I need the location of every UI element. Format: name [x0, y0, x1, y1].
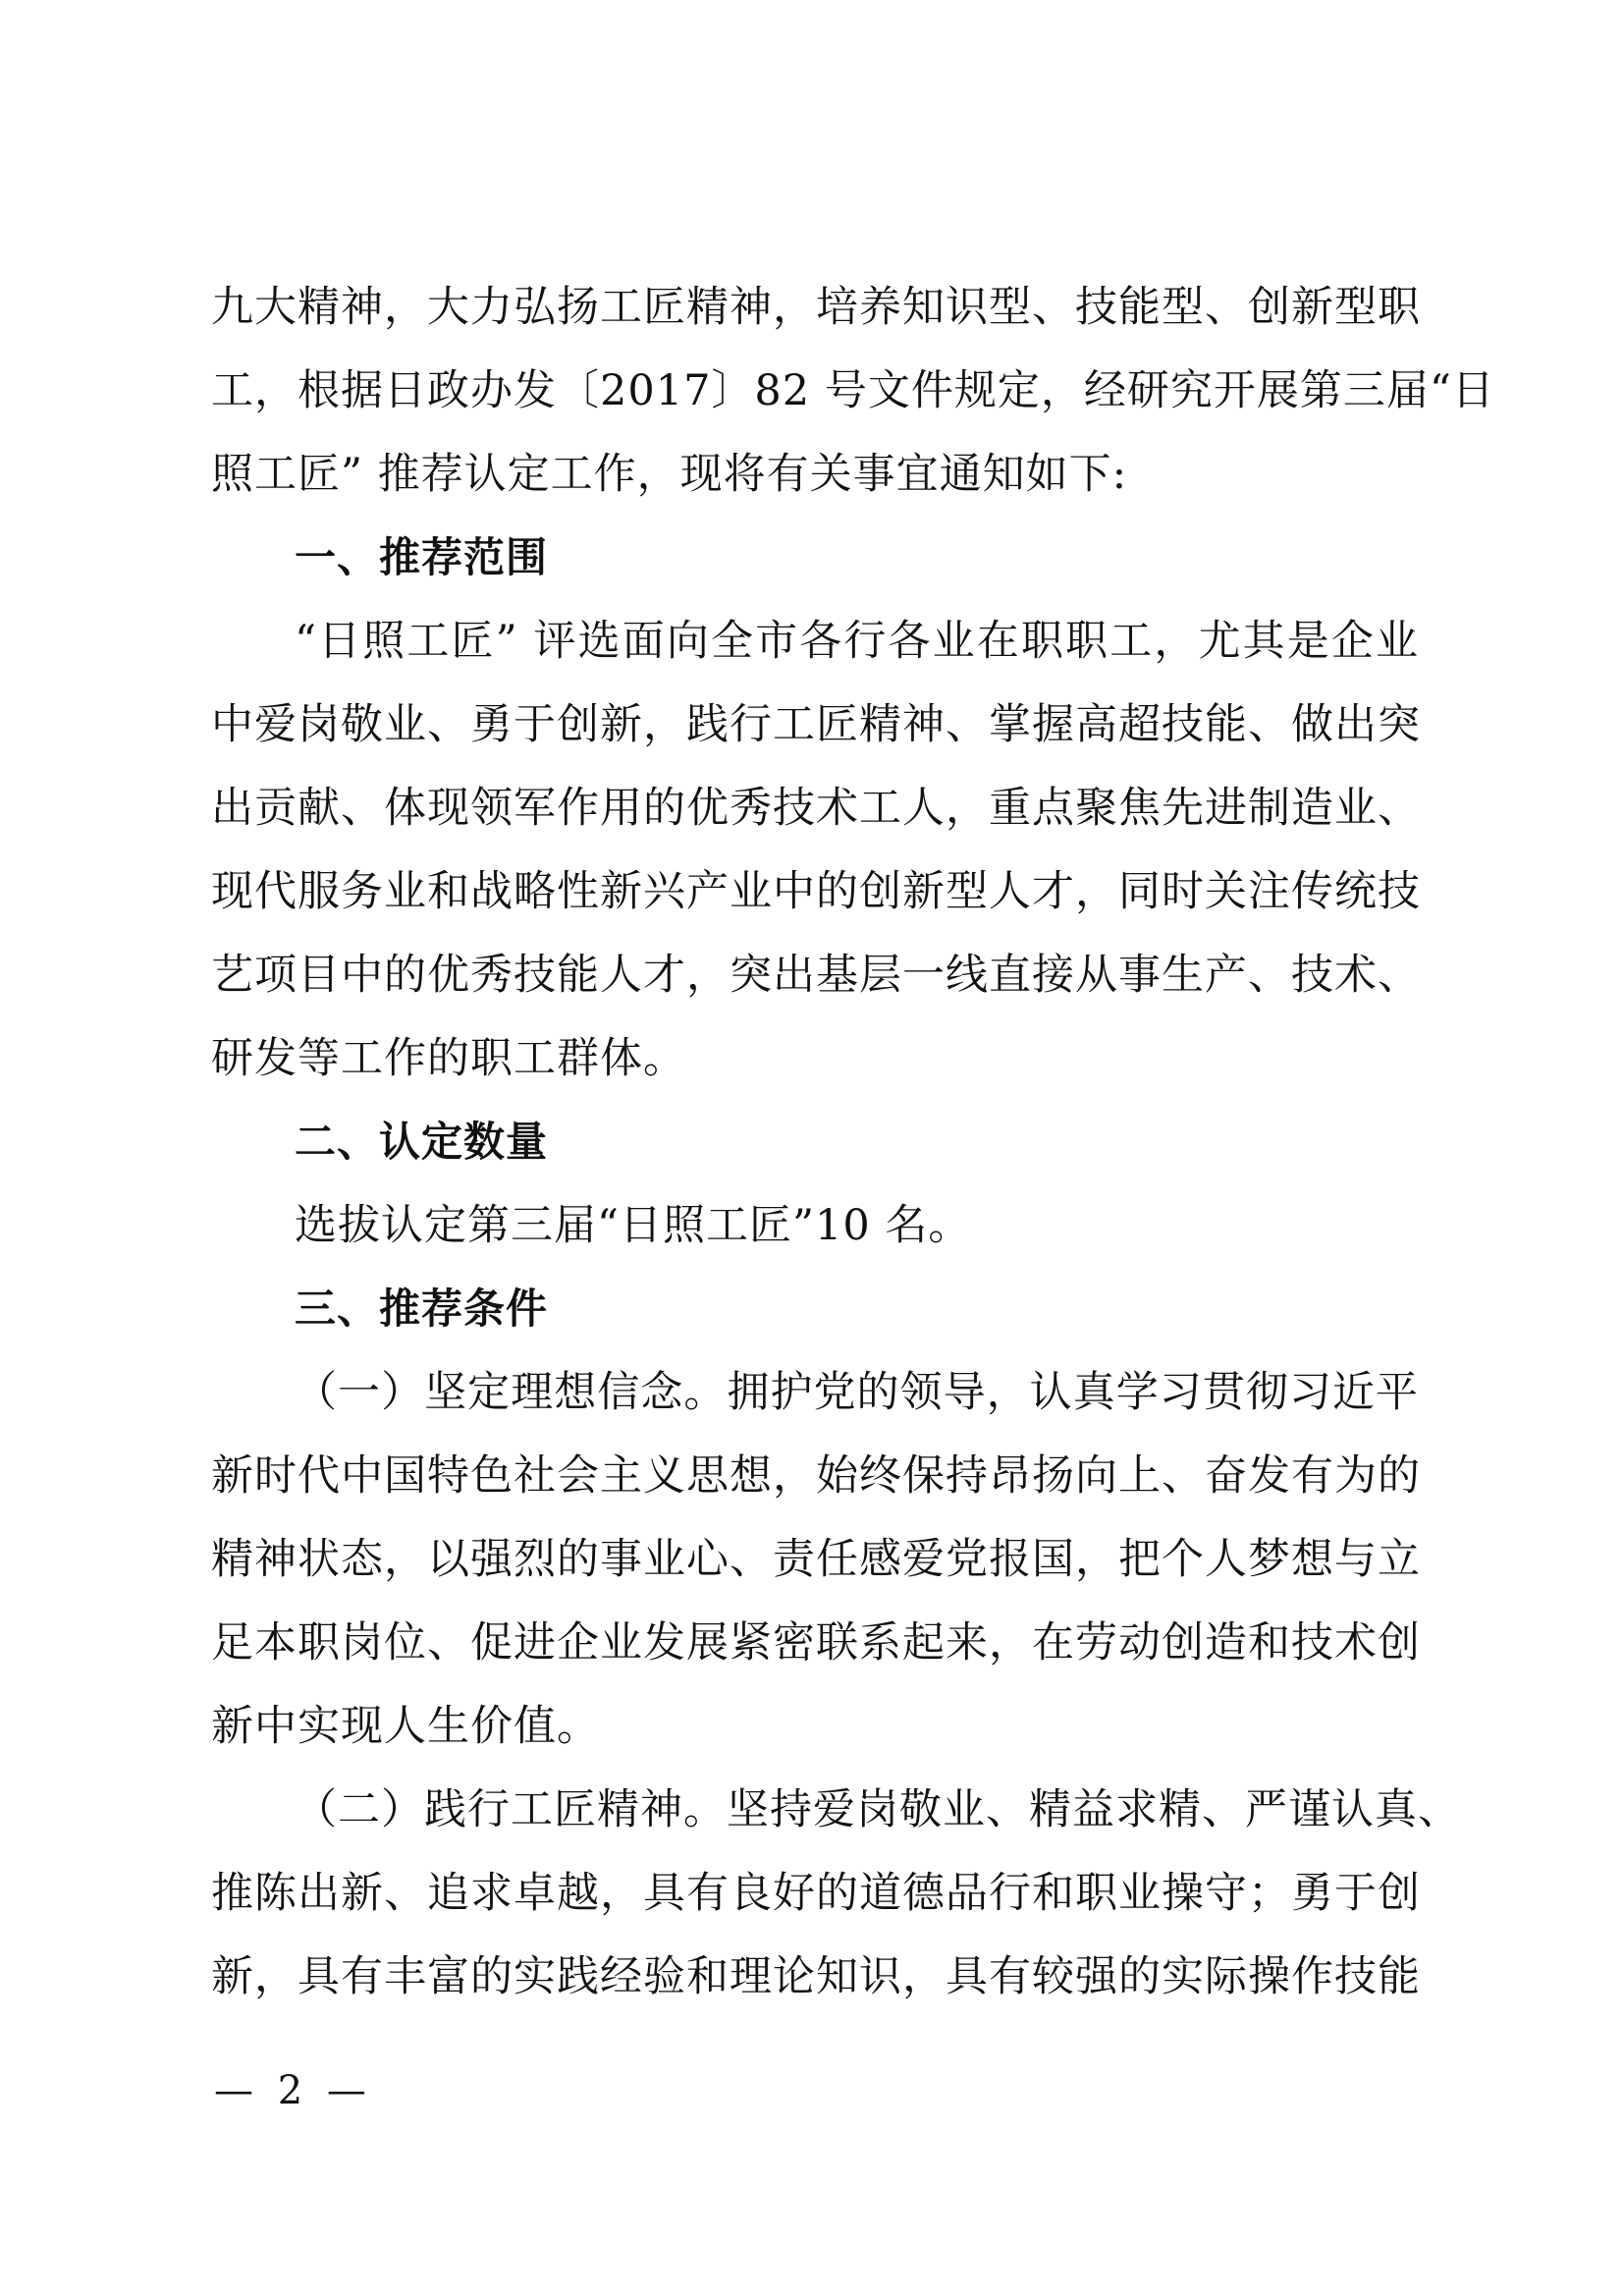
body-text-line: 工，根据日政办发〔2017〕82 号文件规定，经研究开展第三届“日 [211, 366, 1495, 415]
body-text-line: 精神状态，以强烈的事业心、责任感爱党报国，把个人梦想与立 [211, 1535, 1421, 1584]
body-text-line: 研发等工作的职工群体。 [211, 1034, 686, 1083]
body-text-line: 出贡献、体现领军作用的优秀技术工人，重点聚焦先进制造业、 [211, 784, 1421, 833]
body-text-line: 照工匠” 推荐认定工作，现将有关事宜通知如下: [211, 450, 1128, 499]
body-text-line: （一）坚定理想信念。拥护党的领导，认真学习贯彻习近平 [295, 1368, 1419, 1417]
body-text-line: “日照工匠” 评选面向全市各行各业在职职工，尤其是企业 [295, 617, 1419, 666]
body-text-line: 九大精神，大力弘扬工匠精神，培养知识型、技能型、创新型职 [211, 283, 1421, 332]
section-heading: 二、认定数量 [295, 1118, 549, 1166]
section-heading: 一、推荐范围 [295, 533, 549, 581]
body-text-line: 新，具有丰富的实践经验和理论知识，具有较强的实际操作技能 [211, 1952, 1421, 2001]
section-heading: 三、推荐条件 [295, 1285, 549, 1333]
body-text-line: 选拔认定第三届“日照工匠”10 名。 [295, 1201, 972, 1250]
body-text-line: 现代服务业和战略性新兴产业中的创新型人才，同时关注传统技 [211, 867, 1421, 916]
body-text-line: 推陈出新、追求卓越，具有良好的道德品行和职业操守；勇于创 [211, 1869, 1421, 1918]
body-text-line: 新时代中国特色社会主义思想，始终保持昂扬向上、奋发有为的 [211, 1451, 1421, 1501]
body-text-line: 足本职岗位、促进企业发展紧密联系起来，在劳动创造和技术创 [211, 1618, 1421, 1667]
body-text-line: （二）践行工匠精神。坚持爱岗敬业、精益求精、严谨认真、 [295, 1785, 1461, 1834]
page-number: — 2 — [214, 2068, 372, 2113]
body-text-line: 新中实现人生价值。 [211, 1702, 600, 1751]
body-text-line: 中爱岗敬业、勇于创新，践行工匠精神、掌握高超技能、做出突 [211, 700, 1421, 749]
body-text-line: 艺项目中的优秀技能人才，突出基层一线直接从事生产、技术、 [211, 951, 1421, 1000]
